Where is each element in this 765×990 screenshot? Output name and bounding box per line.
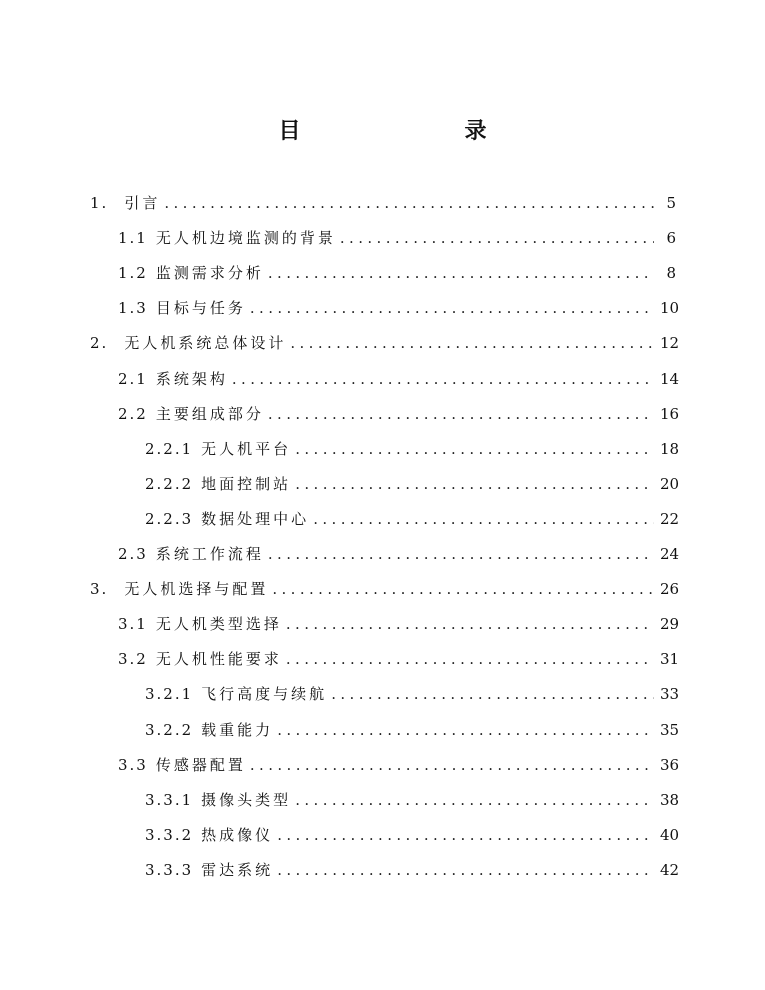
toc-entry-number: 3.2.2: [145, 720, 194, 739]
toc-entry[interactable]: [118, 648, 680, 670]
toc-entry-page: 38: [660, 790, 680, 809]
toc-entry-number: 2.1: [118, 369, 148, 388]
toc-entry-label: 系统工作流程: [155, 545, 264, 563]
toc-entry-number: 3.3.3: [145, 860, 194, 879]
toc-entry-page: 16: [660, 404, 680, 423]
toc-entry-label: 无人机性能要求: [155, 650, 282, 669]
toc-entry[interactable]: [118, 543, 680, 565]
page-title: 目 录: [278, 119, 527, 144]
toc-entry-number: 1.: [90, 194, 109, 212]
toc-entry-number: 1.1: [118, 229, 148, 248]
toc-entry-page: 40: [660, 825, 680, 844]
toc-entry[interactable]: [145, 719, 680, 741]
dot-leader: [250, 297, 654, 319]
toc-entry[interactable]: [118, 613, 680, 635]
toc-entry-label: 摄像头类型: [201, 790, 292, 809]
toc-entry-label: 无人机边境监测的背景: [155, 229, 336, 248]
toc-entry-number: 3.3: [118, 755, 148, 774]
dot-leader: [290, 332, 654, 354]
dot-leader: [268, 543, 654, 565]
dot-leader: [277, 824, 654, 846]
dot-leader: [277, 859, 654, 881]
toc-entry-page: 26: [660, 580, 680, 599]
dot-leader: [164, 192, 654, 214]
toc-entry-number: 3.: [90, 580, 109, 599]
toc-entry-page: 20: [660, 474, 680, 493]
toc-entry-label: 引言: [124, 194, 161, 212]
toc-entry-label: 热成像仪: [201, 825, 274, 844]
toc-entry-page: 18: [660, 439, 680, 458]
toc-entry-page: 5: [666, 194, 676, 212]
toc-entry-number: 1.2: [118, 264, 148, 283]
toc-entry-page: 29: [660, 615, 680, 634]
toc-entry[interactable]: [145, 789, 680, 811]
toc-entry[interactable]: [145, 438, 680, 460]
toc-entry-page: 42: [660, 860, 680, 879]
toc-entry-number: 3.3.2: [145, 825, 194, 844]
toc-entry[interactable]: [145, 473, 680, 495]
toc-entry[interactable]: [118, 754, 680, 776]
toc-entry-label: 无人机系统总体设计: [124, 334, 287, 353]
toc-entry-label: 目标与任务: [155, 299, 246, 318]
toc-entry-number: 2.2: [118, 404, 148, 423]
toc-entry-label: 地面控制站: [201, 474, 292, 493]
toc-entry-page: 14: [660, 369, 680, 388]
toc-entry[interactable]: [145, 683, 680, 705]
toc-entry-page: 12: [660, 334, 680, 353]
toc-entry-number: 3.2: [118, 650, 148, 669]
toc-entry-label: 数据处理中心: [201, 509, 310, 528]
toc-entry-label: 监测需求分析: [155, 264, 264, 283]
dot-leader: [295, 438, 654, 460]
toc-entry-page: 33: [660, 685, 680, 704]
toc-entry[interactable]: [118, 403, 680, 425]
toc-entry[interactable]: [90, 192, 676, 214]
toc-entry[interactable]: [90, 332, 680, 354]
toc-entry-page: 10: [660, 299, 680, 318]
toc-entry-label: 无人机类型选择: [155, 615, 282, 634]
toc-entry[interactable]: [145, 824, 680, 846]
toc-entry-number: 2.2.3: [145, 509, 194, 528]
toc-entry-label: 传感器配置: [155, 755, 246, 774]
toc-entry[interactable]: [118, 368, 680, 390]
toc-entry-label: 系统架构: [155, 369, 228, 388]
toc-entry-label: 飞行高度与续航: [201, 685, 328, 704]
dot-leader: [232, 368, 654, 390]
dot-leader: [277, 719, 654, 741]
toc-entry[interactable]: [145, 508, 680, 530]
dot-leader: [286, 613, 654, 635]
toc-entry-page: 6: [666, 229, 676, 248]
toc-entry-page: 24: [660, 545, 680, 563]
toc-entry[interactable]: [90, 578, 680, 600]
toc-entry-page: 31: [660, 650, 680, 669]
toc-entry-number: 3.2.1: [145, 685, 194, 704]
toc-entry-page: 36: [660, 755, 680, 774]
toc-entry-page: 22: [660, 509, 680, 528]
toc-entry[interactable]: [145, 859, 680, 881]
toc-entry-label: 无人机平台: [201, 439, 292, 458]
toc-entry[interactable]: [118, 262, 676, 284]
toc-entry-page: 35: [660, 720, 680, 739]
toc-entry-number: 2.3: [118, 545, 148, 563]
toc-entry-number: 2.2.2: [145, 474, 194, 493]
dot-leader: [313, 508, 654, 530]
dot-leader: [340, 227, 654, 249]
toc-entry-label: 载重能力: [201, 720, 274, 739]
dot-leader: [272, 578, 654, 600]
dot-leader: [295, 473, 654, 495]
toc-entry[interactable]: [118, 227, 676, 249]
toc-entry-label: 雷达系统: [201, 860, 274, 879]
toc-entry-label: 主要组成部分: [155, 404, 264, 423]
dot-leader: [331, 683, 654, 705]
dot-leader: [286, 648, 654, 670]
dot-leader: [295, 789, 654, 811]
dot-leader: [268, 403, 654, 425]
toc-entry-label: 无人机选择与配置: [124, 580, 269, 599]
toc-entry-number: 2.: [90, 334, 109, 353]
dot-leader: [250, 754, 654, 776]
toc-entry-number: 3.1: [118, 615, 148, 634]
dot-leader: [268, 262, 654, 284]
toc-entry-page: 8: [666, 264, 676, 283]
toc-entry-number: 1.3: [118, 299, 148, 318]
toc-entry[interactable]: [118, 297, 680, 319]
toc-entry-number: 3.3.1: [145, 790, 194, 809]
toc-entry-number: 2.2.1: [145, 439, 194, 458]
